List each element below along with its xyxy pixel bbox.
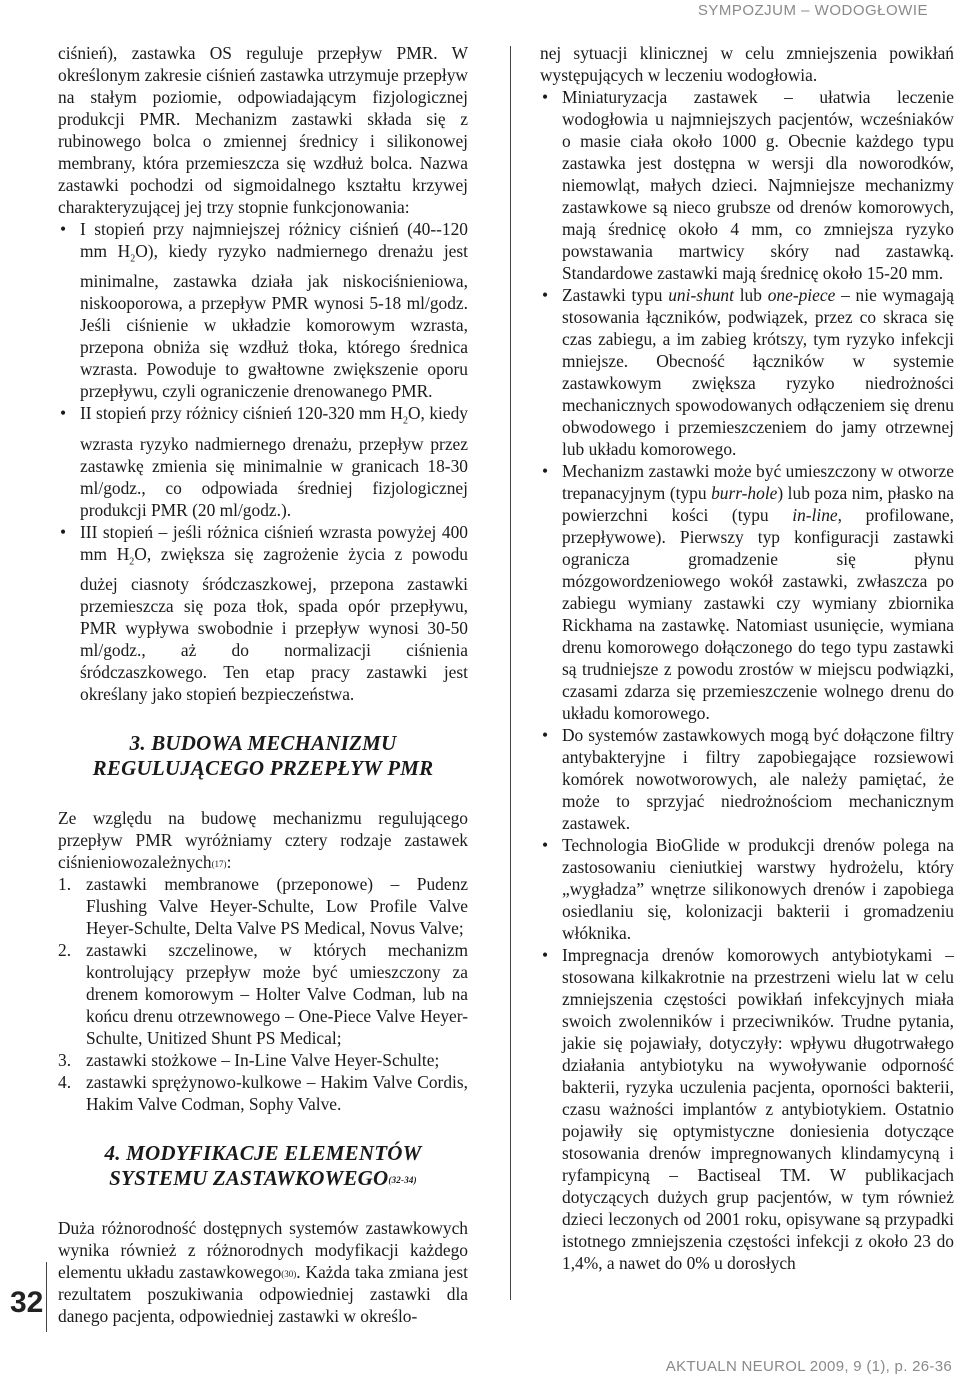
right-column: [540, 42, 954, 1274]
valve-type-item: 2. zastawki szczelinowe, w których mechanizm kontrolujący przepływ może być umieszczony za drenem komorowym – Holter Valve Codman, lub na końcu drenu otrzewnowego – One-Piece Valve Heyer-Schulte, Unitized Shunt PS Medical;: [58, 940, 468, 1049]
continuation-paragraph: nej sytuacji klinicznej w celu zmniejszenia powikłań występujących w leczeniu wodogłowia.: [540, 43, 954, 85]
modifications-list: [540, 86, 954, 1274]
miniaturization-item: • Miniaturyzacja zastawek – ułatwia leczenie wodogłowia u najmniejszych pacjentów, wcześniaków o masie ciała około 1000 g. Obecnie każdego typu zastawka jest dostępna w wersji dla noworodków, niemowląt, małych dzieci. Najmniejsze mechanizmy zastawkowe są nieco grubsze od drenów komorowych, mają średnicę około 4 mm, co zmniejsza ryzyko powstawania martwicy skóry nad zastawką. Standardowe zastawki mają średnicę około 15-20 mm.: [540, 86, 954, 284]
column-divider: [510, 46, 511, 1300]
antibiotic-impregnation-item: • Impregnacja drenów komorowych antybiotykami – stosowana kilkakrotnie na przestrzeni wielu lat w celu zmniejszenia częstości powikłań infekcyjnych miała swoich zwolenników i przeciwników. Trudne pytania, jakie się pojawiały, dotyczyły: wpływu długotrwałego działania antybiotyku na wywoływanie odporność bakterii, ryzyka uczulenia pacjenta, oporności bakterii, czasu ważności implantów z antybiotykiem. Ostatnio pojawiły się optymistyczne doniesienia dotyczące stosowania drenów impregnowanych klindamycyną i ryfampicyną – Bactiseal TM. W publikacjach dotyczących dużych grup pacjentów, w tym również dzieci leczonych od 2001 roku, opisywane są przypadki istotnego zmniejszenia częstości infekcji z około 23 do 1,4%, a nawet do 0% u dorosłych: [540, 944, 954, 1274]
filters-item: • Do systemów zastawkowych mogą być dołączone filtry antybakteryjne i filtry zapobiegające rozsiewowi komórek nowotworowych, ale należy pamiętać, że może to sprzyjać niedrożnościom mechanicznym zastawek.: [540, 724, 954, 834]
running-header: SYMPOZJUM – WODOGŁOWIE: [697, 2, 928, 19]
section-3-heading: 3. BUDOWA MECHANIZMU REGULUJĄCEGO PRZEPŁYW PMR: [92, 731, 434, 781]
uni-shunt-item: • Zastawki typu uni-shunt lub one-piece – nie wymagają stosowania łączników, podwiązek, przez co skraca się czas zabiegu, a im zabieg krótszy, tym ryzyko infekcji mniejsze. Obecność łączników w systemie zastawkowym zwiększa ryzyko niedrożności mechanicznych spowodowanych odłączeniem się drenu obwodowego i przemieszczeniem do jamy otrzewnej lub układu komorowego.: [540, 284, 954, 460]
stage-1-item: • I stopień przy najmniejszej różnicy ciśnień (40--120 mm $H_2O$), kiedy ryzyko nadmiernego drenażu jest minimalne, zastawka działa jak niskociśnieniowa, niskooporowa, a przepływ PMR wynosi 5-18 ml/godz. Jeśli ciśnienie w układzie komorowym wzrasta, przepona obniża się wzdłuż tłoka, którego średnica wzrasta. Powoduje to gwałtowne zwiększenie oporu przepływu, czyli ograniczenie drenowanego PMR.: [58, 218, 468, 402]
valve-types-list: [58, 873, 468, 1115]
valve-type-item: 1. zastawki membranowe (przeponowe) – Pudenz Flushing Valve Heyer-Schulte, Low Profile Valve Heyer-Schulte, Delta Valve PS Medical, Novus Valve;: [58, 874, 468, 939]
page-number: 32: [10, 1286, 44, 1319]
citation-footer: AKTUALN NEUROL 2009, 9 (1), p. 26-36: [665, 1358, 952, 1375]
left-column: [58, 42, 468, 1327]
section-4-paragraph: Duża różnorodność dostępnych systemów zastawkowych wynika również z różnorodnych modyfikacji każdego elementu układu zastawkowego$^{(30)}$. Każda taka zmiana jest rezultatem poszukiwania odpowiedniej zastawki dla danego pacjenta, odpowiedniej zastawki w określo-: [58, 1218, 468, 1327]
valve-type-item: 3. zastawki stożkowe – In-Line Valve Heyer-Schulte;: [58, 1050, 440, 1071]
burr-hole-item: • Mechanizm zastawki może być umieszczony w otworze trepanacyjnym (typu burr-hole) lub poza nim, płasko na powierzchni kości (typu in-line, profilowane, przepływowe). Pierwszy typ konfiguracji zastawki ogranicza gromadzenie się płynu mózgowordzeniowego wokół zastawki, zwłaszcza po zabiegu wymiany zastawki czy wymiany zbiornika Rickhama na zastawkę. Natomiast usunięcie, wymiana drenu komorowego dołączonego do tego typu zastawki są trudniejsze z powodu zrostów w miejscu podwiązki, czasami zdarza się przemieszczenie wolnego drenu do układu komorowego.: [540, 460, 954, 724]
page-number-rule: [46, 1262, 47, 1332]
bioglide-item: • Technologia BioGlide w produkcji drenów polega na zastosowaniu cieniutkiej warstwy hydrożelu, który „wygładza” wnętrze silikonowych drenów i zapobiega osiedlaniu się, kolonizacji bakterii i gromadzeniu włóknika.: [540, 834, 954, 944]
stages-list: [58, 218, 468, 705]
section-3-intro: Ze względu na budowę mechanizmu regulującego przepływ PMR wyróżniamy cztery rodzaje zastawek ciśnieniowozależnych$^{(17)}$:: [58, 808, 468, 873]
stage-2-item: • II stopień przy różnicy ciśnień 120-320 mm $H_2O$, kiedy wzrasta ryzyko nadmiernego drenażu, przepływ przez zastawkę zmienia się minimalnie w granicach 18-30 ml/godz., co odpowiada średniej fizjologicznej produkcji PMR (20 ml/godz.).: [58, 402, 468, 520]
intro-paragraph: ciśnień), zastawka OS reguluje przepływ PMR. W określonym zakresie ciśnień zastawka utrzymuje przepływ na stałym poziomie, odpowiadającym fizjologicznej produkcji PMR. Mechanizm zastawki składa się z rubinowego bolca o zmiennej średnicy i silikonowej membrany, która przemieszcza się wzdłuż bolca. Nazwa zastawki pochodzi od sigmoidalnego kształtu krzywej charakteryzującej jej trzy stopnie funkcjonowania:: [58, 43, 468, 217]
stage-3-item: • III stopień – jeśli różnica ciśnień wzrasta powyżej 400 mm $H_2O$, zwiększa się zagrożenie życia z powodu dużej ciasnoty śródczaszkowej, przepona zastawki przemieszcza się poza tłok, spada opór przepływu, PMR wypływa swobodnie i przepływ wynosi 30-50 ml/godz., aż do normalizacji ciśnienia śródczaszkowego. Ten etap pracy zastawki jest określany jako stopień bezpieczeństwa.: [58, 521, 468, 705]
section-4-heading: 4. MODYFIKACJE ELEMENTÓW SYSTEMU ZASTAWKOWEGO$^{(32-34)}$: [104, 1141, 422, 1191]
valve-type-item: 4. zastawki sprężynowo-kulkowe – Hakim Valve Cordis, Hakim Valve Codman, Sophy Valve.: [58, 1072, 468, 1115]
